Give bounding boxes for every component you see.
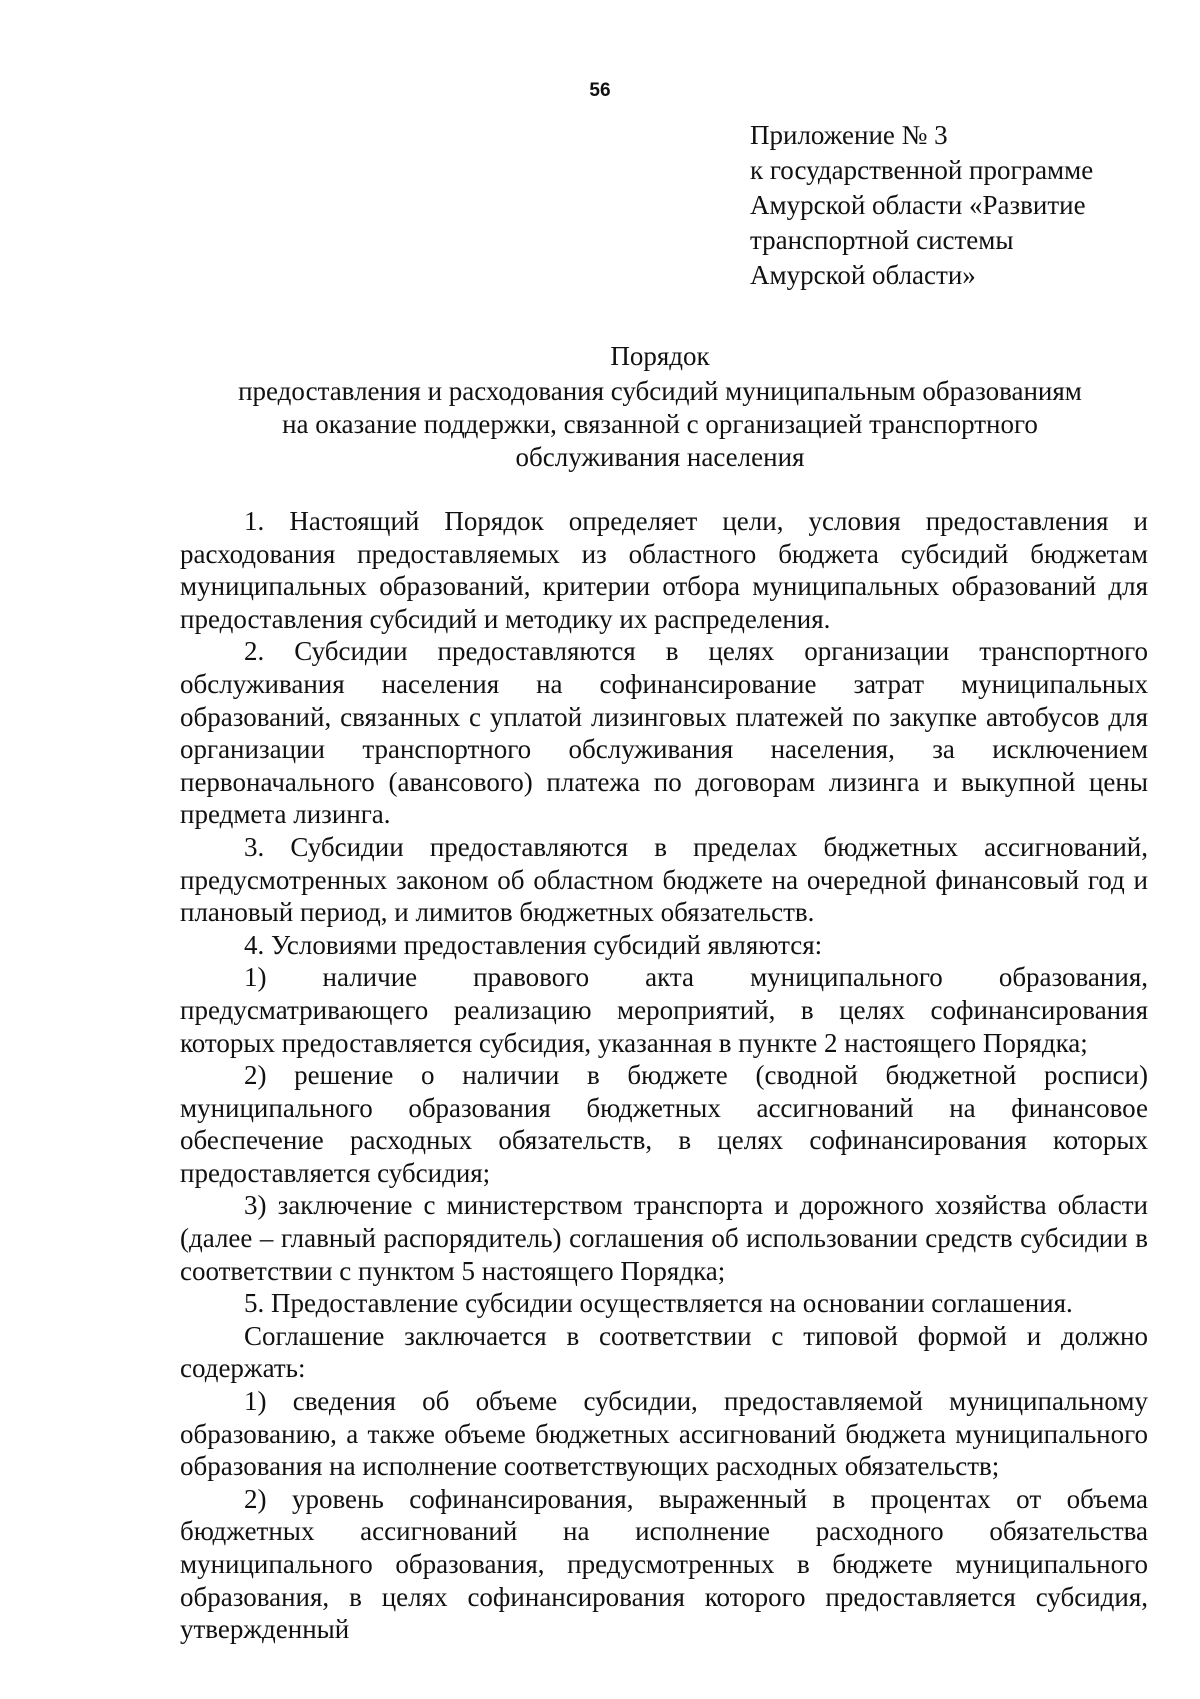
page-number: 56 [589,80,611,101]
title-line: предоставления и расходования субсидий муниципальным образованиям [238,376,1082,406]
appendix-line: Амурской области» [750,260,976,290]
paragraph-2: 2. Субсидии предоставляются в целях организации транспортного обслуживания населения на софинансирование затрат муниципальных образований, связанных с уплатой лизинговых платежей по закупке автобусов для организации транспортного обслуживания населения, за исключением первоначального (авансового) платежа по договорам лизинга и выкупной цены предмета лизинга. [180,636,1148,830]
paragraph-4-item-2: 2) решение о наличии в бюджете (сводной бюджетной росписи) муниципального образования бюджетных ассигнований на финансовое обеспечение расходных обязательств, в целях софинансирования которых предоставляется субсидия; [180,1060,1148,1188]
appendix-line: транспортной системы [750,225,1014,255]
title-heading: Порядок [610,341,710,371]
paragraph-5-item-1: 1) сведения об объеме субсидии, предоставляемой муниципальному образованию, а также объеме бюджетных ассигнований бюджета муниципального образования на исполнение соответствующих расходных обязательств; [180,1386,1148,1482]
paragraph-4: 4. Условиями предоставления субсидий являются: [244,929,823,960]
paragraph-5: 5. Предоставление субсидии осуществляется на основании соглашения. [244,1288,1073,1319]
appendix-header [750,118,1170,293]
paragraph-5-item-2: 2) уровень софинансирования, выраженный в процентах от объема бюджетных ассигнований на исполнение расходного обязательства муниципального образования, предусмотренных в бюджете муниципального образования, в целях софинансирования которого предоставляется субсидия, утвержденный [180,1483,1148,1645]
appendix-line: Амурской области «Развитие [750,190,1086,220]
paragraph-1: 1. Настоящий Порядок определяет цели, условия предоставления и расходования предоставляемых из областного бюджета субсидий бюджетам муниципальных образований, критерии отбора муниципальных образований для предоставления субсидий и методику их распределения. [180,506,1148,634]
paragraph-3: 3. Субсидии предоставляются в пределах бюджетных ассигнований, предусмотренных законом об областном бюджете на очередной финансовый год и плановый период, и лимитов бюджетных обязательств. [180,831,1148,928]
paragraph-4-item-3: 3) заключение с министерством транспорта и дорожного хозяйства области (далее – главный распорядитель) соглашения об использовании средств субсидии в соответствии с пунктом 5 настоящего Порядка; [180,1190,1148,1286]
appendix-line: Приложение № 3 [750,120,948,150]
title-line: на оказание поддержки, связанной с организацией транспортного [282,409,1038,439]
document-title [180,340,1140,474]
paragraph-4-item-1: 1) наличие правового акта муниципального образования, предусматривающего реализацию мероприятий, в целях софинансирования которых предоставляется субсидия, указанная в пункте 2 настоящего Порядка; [180,962,1148,1058]
document-body [180,505,1148,1646]
paragraph-5-intro: Соглашение заключается в соответствии с типовой формой и должно содержать: [180,1320,1148,1384]
title-line: обслуживания населения [515,442,805,472]
appendix-line: к государственной программе [750,155,1094,185]
